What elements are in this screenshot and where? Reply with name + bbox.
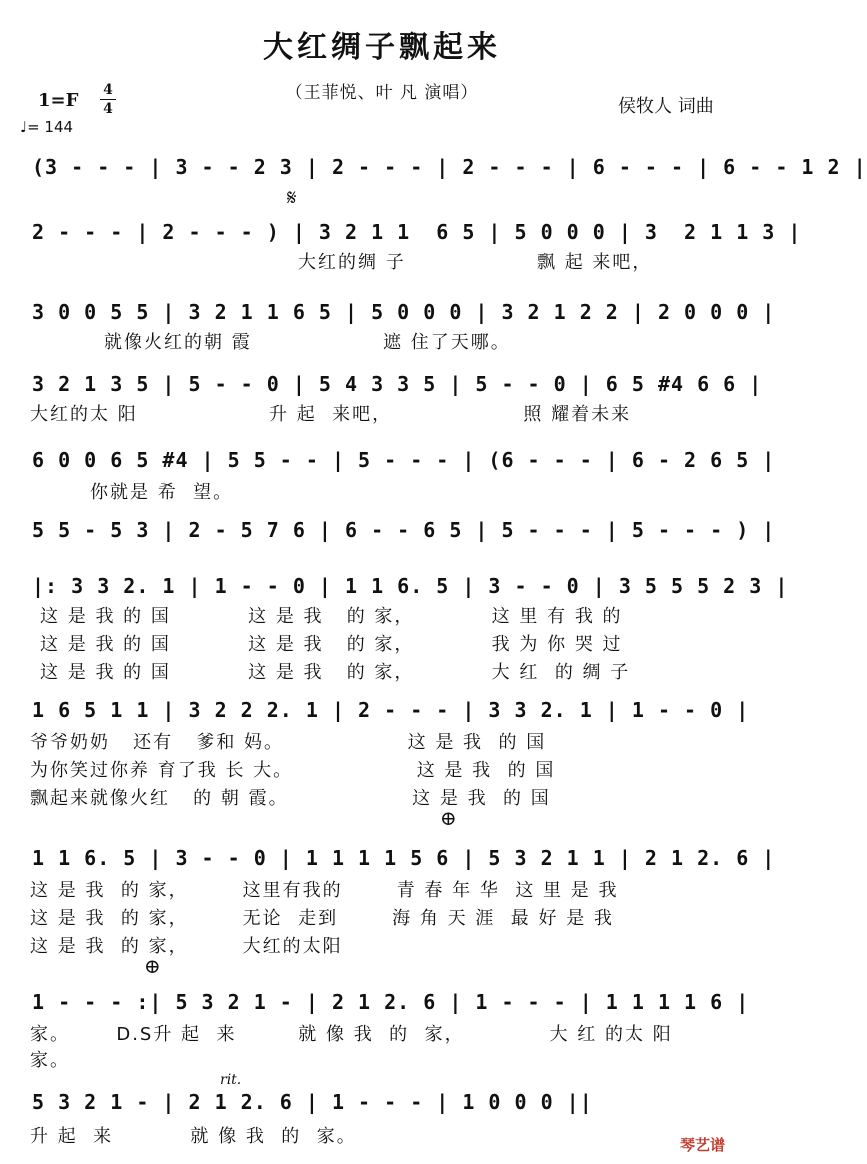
time-signature: 4 4 [100,82,116,117]
notes: 5 5 - 5 3 | 2 - 5 7 6 | 6 - - 6 5 | 5 - - - | 5 - - - ) | [32,518,776,542]
composer: 侯牧人 词曲 [618,96,714,117]
segno-mark: 𝄋 [287,186,297,211]
key-signature: 1=F [38,90,79,111]
lyric-line: 大红的太 阳 升 起 来吧， 照 耀着未来 [30,404,632,425]
lyric-verse-1: 家。 D.S升 起 来 就 像 我 的 家， 大 红 的太 阳 [30,1024,673,1045]
lyric-verse-1: 这 是 我 的 家， 这里有我的 青 春 年 华 这 里 是 我 [30,880,619,901]
notes: 2 - - - | 2 - - - ) | 3 2 1 1 6 5 | 5 0 0 0 | 3 2 1 1 3 | [32,220,802,244]
lyric-line: 就像火红的朝 霞 遮 住了天哪。 [104,332,511,353]
score-line-8 [22,698,750,809]
lyric-verse-2: 这 是 我 的 家， 无论 走到 海 角 天 涯 最 好 是 我 [30,908,614,929]
notes: 1 1 6. 5 | 3 - - 0 | 1 1 1 1 5 6 | 5 3 2 1 1 | 2 1 2. 6 | [32,846,776,870]
score-line-6 [22,518,776,558]
song-title: 大红绸子飘起来 [263,30,501,65]
notes: |: 3 3 2. 1 | 1 - - 0 | 1 1 6. 5 | 3 - - 0 | 3 5 5 5 2 3 | [32,574,789,598]
lyric-verse-1: 爷爷奶奶 还有 爹和 妈。 这 是 我 的 国 [30,732,547,753]
score-line-3 [22,300,776,353]
score-line-4 [22,372,763,425]
lyric-verse-2: 为你笑过你养 育了我 长 大。 这 是 我 的 国 [30,760,556,781]
score-line-9 [22,806,776,957]
score-line-11 [22,1072,747,1150]
notes: (3 - - - | 3 - - 2 3 | 2 - - - | 2 - - - | 6 - - - | 6 - - 1 2 | [32,155,867,179]
tempo-marking: ♩= 144 [20,118,74,136]
lyric-verse-3: 这 是 我 的 家， 大红的太阳 [30,936,343,957]
notes: 1 - - - :| 5 3 2 1 - | 2 1 2. 6 | 1 - - - | 1 1 1 1 6 | [32,990,750,1014]
score-line-7 [22,574,789,684]
notes: 3 0 0 5 5 | 3 2 1 1 6 5 | 5 0 0 0 | 3 2 1 2 2 | 2 0 0 0 | [32,300,776,324]
lyric-verse-3: 飘起来就像火红 的 朝 霞。 这 是 我 的 国 [30,788,551,809]
score-line-1 [22,155,867,195]
score-line-2 [22,186,802,273]
lyric-line: 你就是 希 望。 [90,482,234,503]
coda-mark-2: ⊕ [144,954,161,978]
lyric-verse-2: 这 是 我 的 国 这 是 我 的 家， 我 为 你 哭 过 [40,634,623,655]
notes: 6 0 0 6 5 #4 | 5 5 - - | 5 - - - | (6 - - - | 6 - 2 6 5 | [32,448,776,472]
lyric-line: 大红的绸 子 飘 起 来吧， [298,252,653,273]
lyric-line: 升 起 来 就 像 我 的 家。 [30,1126,357,1147]
notes: 3 2 1 3 5 | 5 - - 0 | 5 4 3 3 5 | 5 - - 0 | 6 5 #4 6 6 | [32,372,763,396]
score-line-10 [22,954,750,1071]
lyric-verse-3: 这 是 我 的 国 这 是 我 的 家， 大 红 的 绸 子 [40,662,631,683]
notes: 1 6 5 1 1 | 3 2 2 2. 1 | 2 - - - | 3 3 2. 1 | 1 - - 0 | [32,698,750,722]
coda-mark: ⊕ [440,806,457,830]
rit-mark: rit. [220,1072,242,1088]
lyric-verse-2: 家。 [30,1050,70,1071]
performers: （王菲悦、叶 凡 演唱） [285,83,479,103]
score-line-5 [22,448,776,503]
notes: 5 3 2 1 - | 2 1 2. 6 | 1 - - - | 1 0 0 0 || [32,1090,593,1114]
site-logo: 琴艺谱 [680,1136,726,1154]
lyric-verse-1: 这 是 我 的 国 这 是 我 的 家， 这 里 有 我 的 [40,606,623,627]
